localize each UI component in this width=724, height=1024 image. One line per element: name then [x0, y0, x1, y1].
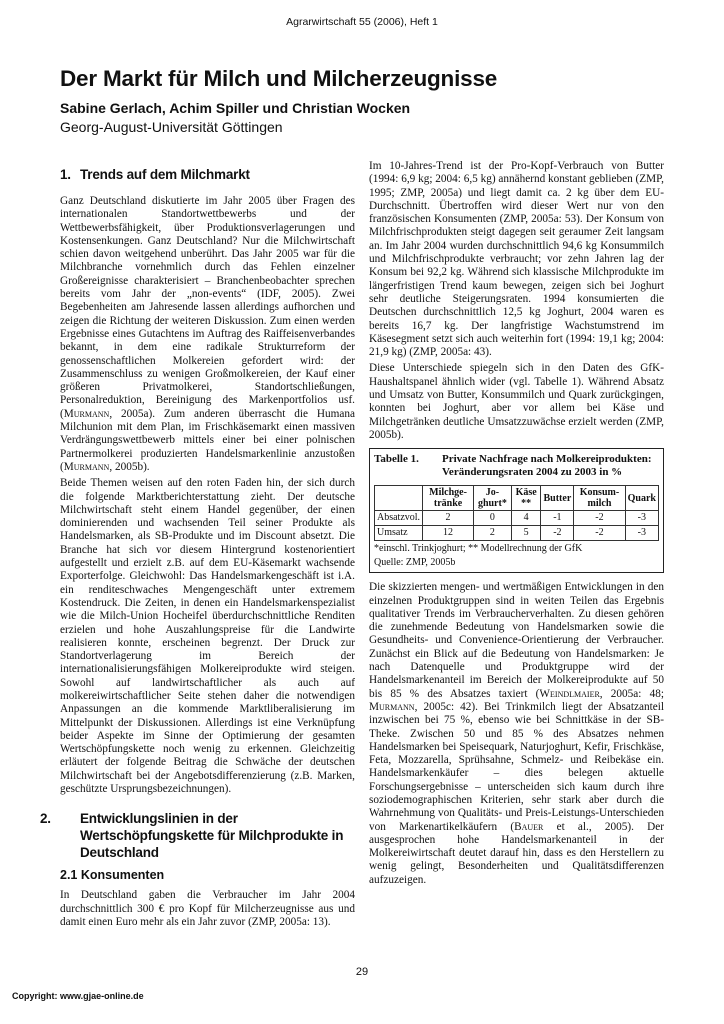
- section-2-title: Entwicklungslinien in der Wertschöpfungskette für Milchprodukte in Deutschland: [80, 811, 344, 861]
- table-row: [375, 511, 659, 526]
- table-1-footnote: *einschl. Trinkjoghurt; ** Modellrechnung der GfK: [374, 543, 583, 555]
- section-2-heading: [40, 810, 355, 861]
- table-cell: -3: [625, 511, 658, 526]
- copyright-notice: Copyright: www.gjae-online.de: [12, 991, 144, 1001]
- right-paragraph-2: Diese Unterschiede spiegeln sich in den Daten des GfK-Haushaltspanel ähnlich wider (vgl. Tabelle 1). Während Absatz und Umsatz von Butter, Konsummilch und Quark zurückgingen, konnten bei Joghurt, aber vor allem bei Käse und Milchgetränken deutliche Umsatzzuwächse erzielt werden (ZMP, 2005b).: [369, 362, 664, 441]
- section-1-paragraph-2: Beide Themen weisen auf den roten Faden hin, der sich durch die folgende Marktberichterstattung zieht. Der deutsche Milchwirtschaft steht einem Handel gegenüber, der einen dominierenden und wachsenden Teil seiner Produkte als Handelsmarken, als SB-Produkte und im Discount absetzt. Die Branche hat sich vor diesem Hintergrund kostenorientiert aufgestellt und erzielt z.B. auf dem EU-Käsemarkt wachsende Exporterfolge. Gleichwohl: Das Handelsmarkengeschäft ist i.A. ein renditeschwaches Mengengeschäft unter extremem Kostendruck. Die Zeiten, in denen ein Handelsmarkenspezialist wie die Milch-Union Hocheifel überdurchschnittliche Renditen erzielen und hohe Auszahlungspreise für die Landwirte realisieren konnte, erscheinen begrenzt. Der Druck zur Standortverlagerung im Bereich der internationalisierungsfähigen Molkereiprodukte wird steigen. Sowohl auf landwirtschaftlicher als auch auf molkereiwirtschaftlicher Seite stehen daher die notwendigen Anpassungen an die kommende Marktliberalisierung im Mittelpunkt der Diskussionen. Allerdings ist eine Verknüpfung beider Aspekte im Sinne der Optimierung der gesamten Wertschöpfungskette noch wenig zu erkennen. Gleichzeitig erläutert der folgende Beitrag die Schwäche der deutschen Milchwirtschaft bei der Angebotsdifferenzierung (z.B. Marken, geschützte Ursprungsbezeichnungen).: [60, 477, 355, 796]
- text-run: et al., 2005). Der ausgesprochen hohe Handelsmarkenanteil in der Molkereiwirtschaft deutet darauf hin, dass es den Herstellern zu wenig gelingt, Besonderheiten und Qualitätsdifferenzen aufzuzeigen.: [369, 820, 664, 886]
- article-title: Der Markt für Milch und Milcherzeugnisse: [60, 66, 498, 91]
- table-cell: 12: [423, 526, 474, 541]
- table-cell: -3: [625, 526, 658, 541]
- table-row-label: Absatzvol.: [375, 511, 423, 526]
- section-1-title: Trends auf dem Milchmarkt: [80, 167, 250, 182]
- table-1: [374, 485, 659, 541]
- right-paragraph-3: [369, 581, 664, 887]
- table-1-caption-text: Private Nachfrage nach Molkereiprodukten: Veränderungsraten 2004 zu 2003 in %: [442, 453, 652, 479]
- author-affiliation: Georg-August-Universität Göttingen: [60, 119, 283, 135]
- table-cell: -2: [541, 526, 574, 541]
- section-1-paragraph-1: [60, 195, 355, 474]
- table-1-source: Quelle: ZMP, 2005b: [374, 557, 456, 569]
- section-2-paragraph-1: In Deutschland gaben die Verbraucher im Jahr 2004 durchschnittlich 300 € pro Kopf für Milcherzeugnisse aus und damit einen Euro mehr als ein Jahr zuvor (ZMP, 2005a: 13).: [60, 889, 355, 928]
- table-cell: 2: [423, 511, 474, 526]
- section-2-number: 2.: [40, 811, 51, 827]
- journal-header: Agrarwirtschaft 55 (2006), Heft 1: [286, 16, 438, 28]
- table-cell: 4: [511, 511, 541, 526]
- article-authors: Sabine Gerlach, Achim Spiller und Christian Wocken: [60, 100, 411, 116]
- table-header-cell: [375, 486, 423, 511]
- table-1-label: Tabelle 1.: [374, 453, 419, 466]
- text-run: , 2005c: 42). Bei Trinkmilch liegt der Absatzanteil inzwischen bei 75 %, ebenso wie bei Schnittkäse in der SB-Theke. Zwischen 50 und 85 % des Absatzes nehmen Handelsmarken bei Speisequark, Naturjoghurt, Kefir, Frischkäse, Feta, Mozzarella, Sprühsahne, Schmelz- und Reibekäse ein. Handelsmarkenkäufer – dies belegen aktuelle Forschungsergebnisse – unterscheiden sich kaum durch ihre soziodemographischen Kriterien, sehr stark aber durch die Wahrnehmung von Qualitäts- und Preis-Leistungs-Unterschieden von Markenartikelkäufern (: [369, 700, 664, 833]
- text-run: Ganz Deutschland diskutierte im Jahr 2005 über Fragen des internationalen Standortwettbewerbs und der Wettbewerbsfähigkeit, über Produktionsverlagerungen und Kostensenkungen. Ganz Deutschland? Nur die Milchwirtschaft schien davon weitgehend unberührt. Das Jahr 2005 war für die Milchbranche vornehmlich durch das Fehlen einzelner Großereignisse charakterisiert – Branchenbeobachter sprechen bereits vom Jahr der „non-events“ (IDF, 2005). Zwei Begebenheiten am Jahresende lassen allerdings aufhorchen und zeigen die Richtung der weiteren Diskussion. Zum einen werden Ergebnisse eines Gutachtens im Auftrag des Raiffeisenverbandes bekannt, in dem eine radikale Strukturreform der genossenschaftlichen Molkereien gefordert wird: der Zusammenschluss zu wenigen Großmolkereien, der Kauf einer größeren Privatmolkerei, Standortschließungen, Personalreduktion, Bereinigung des Markenportfolios usf. (: [60, 195, 355, 420]
- page-number: 29: [355, 966, 369, 978]
- table-cell: -1: [541, 511, 574, 526]
- table-1-box: [369, 448, 664, 573]
- table-cell: 2: [474, 526, 512, 541]
- table-header-cell: Quark: [625, 486, 658, 511]
- citation-author: Murmann: [63, 460, 110, 473]
- text-run: Die skizzierten mengen- und wertmäßigen Entwicklungen in den einzelnen Produktgruppen sind in weiten Teilen das Ergebnis qualitativer Trends im Verbraucherverhalten. Zu diesen gehören die zunehmende Bedeutung von Handelsmarken sowie die Gesundheits- und Convenience-Orientierung der Verbraucher. Zunächst ein Blick auf die Bedeutung von Handelsmarken: Je nach Datenquelle und Produktgruppe wird der Handelsmarkenanteil im Bereich der Molkereiprodukte auf 50 bis 85 % des Absatzes taxiert (: [369, 581, 664, 700]
- table-header-cell: Jo-ghurt*: [474, 486, 512, 511]
- section-1-number: 1.: [60, 167, 71, 182]
- citation-author: Murmann: [63, 407, 110, 420]
- right-paragraph-1: Im 10-Jahres-Trend ist der Pro-Kopf-Verbrauch von Butter (1994: 6,9 kg; 2004: 6,5 kg) annähernd konstant geblieben (ZMP, 1995; ZMP, 2005a) und liegt damit ca. 2 kg über dem EU-Durchschnitt. Übertroffen wird dieser Wert nur von den französischen Konsumenten (ZMP, 2005a: 53). Der Konsum von Milchfrischprodukten steigt dagegen seit geraumer Zeit langsam an. Im Jahr 2004 wurden durchschnittlich 94,6 kg Konsummilch und Milchfrischprodukte verbraucht; vor zehn Jahren lag der Konsum bei 92,2 kg. Während sich klassische Milchprodukte im längerfristigen Trend kaum bewegen, zeigen sich bei Joghurt sehr deutliche Steigerungsraten. 1994 konsumierten die Deutschen durchschnittlich 12,5 kg Joghurt, 2004 waren es bereits 16,7 kg. Der langfristige Wachstumstrend im Käsesegment setzt sich auch weiterhin fort (1994: 19,1 kg; 2004: 21,9 kg) (ZMP, 2005a: 43).: [369, 160, 664, 359]
- text-run: , 2005a). Zum anderen überrascht die Humana Milchunion mit dem Plan, im Frischkäsemarkt einen massiven Verdrängungswettbewerb mittels einer bei einer polnischen Partnermolkerei produzierten Handelsmarkenlinie anzustoßen (: [60, 407, 355, 473]
- table-header-cell: Butter: [541, 486, 574, 511]
- table-cell: -2: [574, 511, 625, 526]
- table-cell: 0: [474, 511, 512, 526]
- table-row-label: Umsatz: [375, 526, 423, 541]
- citation-author: Weindlmaier: [539, 687, 600, 700]
- table-header-cell: Konsum-milch: [574, 486, 625, 511]
- subsection-2-1-heading: 2.1 Konsumenten: [60, 868, 165, 883]
- citation-author: Bauer: [514, 820, 544, 833]
- citation-author: Murmann: [369, 700, 415, 713]
- table-1-caption: [374, 453, 659, 479]
- right-column: [369, 160, 664, 890]
- table-row: [375, 526, 659, 541]
- text-run: , 2005a: 48;: [599, 687, 664, 700]
- table-header-row: [375, 486, 659, 511]
- table-header-cell: Käse **: [511, 486, 541, 511]
- left-column: [40, 160, 355, 932]
- table-header-cell: Milchge-tränke: [423, 486, 474, 511]
- table-cell: -2: [574, 526, 625, 541]
- section-1-heading: [60, 166, 355, 183]
- text-run: , 2005b).: [109, 460, 150, 473]
- table-cell: 5: [511, 526, 541, 541]
